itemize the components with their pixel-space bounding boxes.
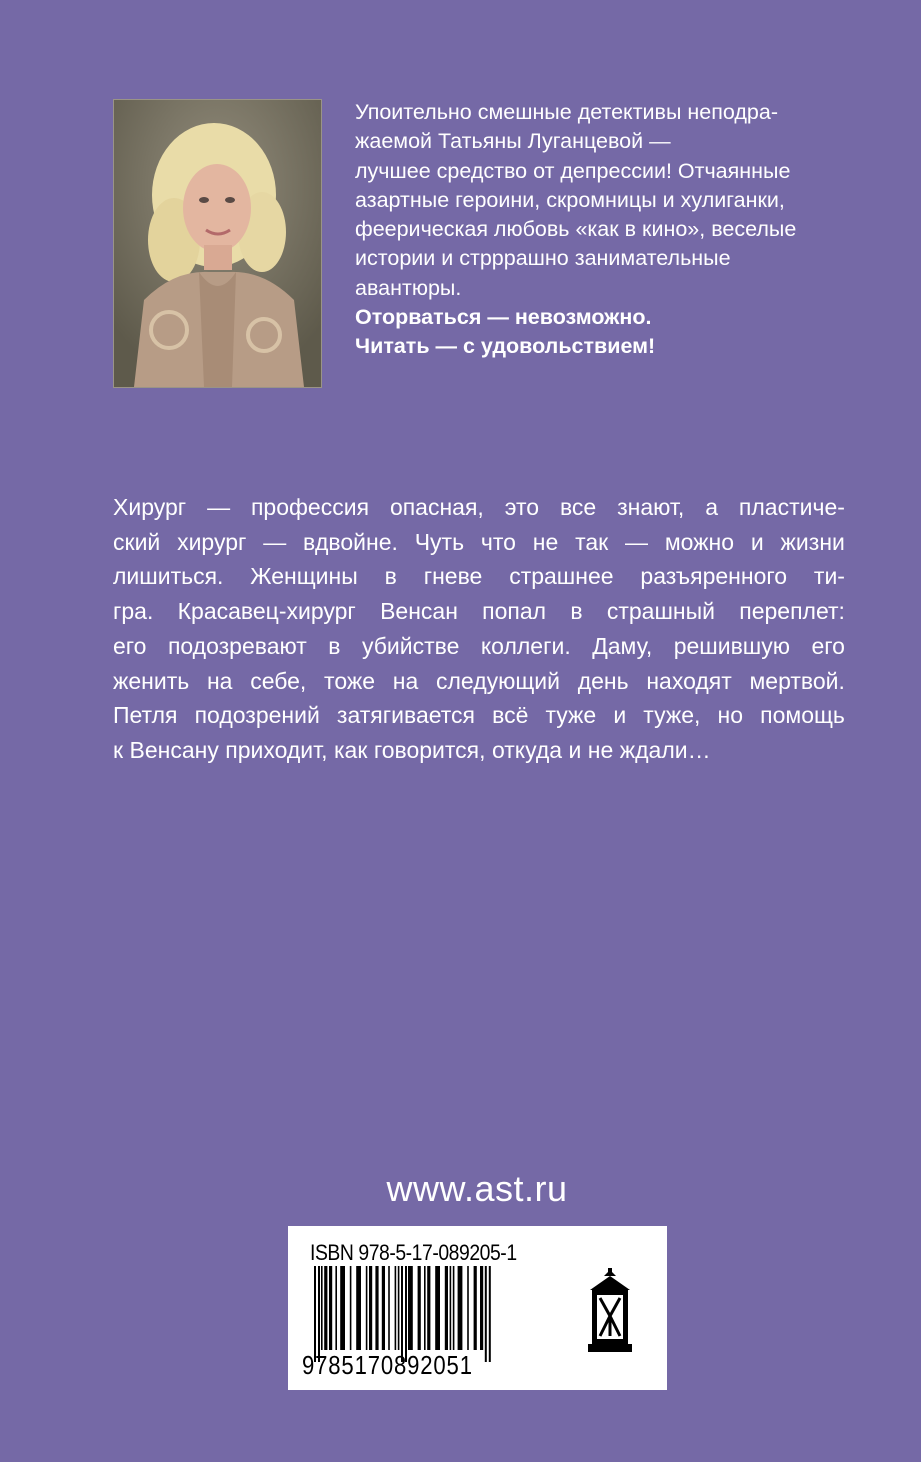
annotation-word: знают, bbox=[617, 494, 685, 520]
barcode-guard-bar bbox=[318, 1266, 320, 1362]
barcode-bar bbox=[458, 1266, 463, 1350]
annotation-word: страшнее bbox=[509, 563, 614, 590]
annotation-word: — bbox=[263, 528, 287, 555]
annotation-line bbox=[113, 490, 845, 525]
annotation-word: все bbox=[559, 494, 597, 520]
annotation-word: — bbox=[207, 494, 231, 520]
barcode-bar bbox=[418, 1266, 421, 1350]
annotation-word: всё bbox=[492, 702, 529, 729]
annotation-word: что bbox=[480, 528, 516, 555]
barcode-bar bbox=[480, 1266, 483, 1350]
annotation-word: и bbox=[568, 736, 582, 763]
annotation-line bbox=[113, 559, 845, 594]
annotation-line bbox=[113, 698, 845, 733]
barcode-bar bbox=[369, 1266, 372, 1350]
annotation-word: себе, bbox=[250, 667, 307, 694]
annotation-word: Чуть bbox=[414, 528, 465, 555]
annotation-word: не bbox=[532, 528, 559, 555]
annotation-word: затягивается bbox=[336, 702, 475, 729]
barcode-bar bbox=[395, 1266, 397, 1350]
annotation-word: переплет: bbox=[739, 598, 845, 625]
blurb-line: Упоительно смешные детективы неподра- bbox=[355, 100, 778, 124]
annotation-word: опасная, bbox=[389, 494, 484, 520]
barcode-bar bbox=[424, 1266, 426, 1350]
blurb-line: истории и стрррашно занимательные bbox=[355, 246, 731, 271]
barcode-bar bbox=[474, 1266, 477, 1350]
annotation-word: на bbox=[392, 667, 419, 694]
blurb-text bbox=[355, 98, 815, 362]
barcode-bar bbox=[366, 1266, 368, 1350]
barcode-bar bbox=[375, 1266, 378, 1350]
annotation-line bbox=[113, 733, 845, 768]
annotation-word: ти- bbox=[813, 563, 845, 590]
annotation-word: в bbox=[570, 598, 583, 625]
annotation-word: как bbox=[333, 736, 368, 763]
blurb-line: феерическая любовь «как в кино», веселые bbox=[355, 217, 797, 242]
annotation-word: можно bbox=[664, 528, 735, 555]
annotation-word: к bbox=[113, 736, 124, 763]
annotation-word: а bbox=[705, 494, 718, 520]
annotation-word: страшный bbox=[606, 598, 715, 625]
annotation-word: пластиче- bbox=[738, 494, 845, 520]
annotation-word: Даму, bbox=[592, 632, 653, 659]
annotation-line bbox=[113, 629, 845, 664]
annotation-word: его bbox=[113, 632, 147, 659]
annotation-word: разъяренного bbox=[640, 563, 788, 590]
barcode-bar bbox=[388, 1266, 390, 1350]
barcode-bar bbox=[435, 1266, 440, 1350]
annotation-word: попал bbox=[482, 598, 547, 625]
annotation-word: гра. bbox=[113, 598, 154, 625]
annotation-word: и bbox=[750, 528, 764, 555]
annotation-word: находят bbox=[646, 667, 732, 694]
annotation-word: Хирург bbox=[113, 494, 187, 520]
annotation-word: лишиться. bbox=[113, 563, 224, 590]
annotation-word: женить bbox=[113, 667, 190, 694]
barcode-guard-bar bbox=[489, 1266, 491, 1362]
annotation-word: это bbox=[504, 494, 540, 520]
annotation-word: на bbox=[206, 667, 233, 694]
annotation-word: в bbox=[384, 563, 397, 590]
annotation-word: следующий bbox=[435, 667, 560, 694]
blurb-line: азартные героини, скромницы и хулиганки, bbox=[355, 187, 785, 212]
ean-number: 9785170892051 bbox=[302, 1350, 473, 1380]
annotation-word: Красавец-хирург bbox=[177, 598, 356, 625]
annotation-word: Венсан bbox=[380, 598, 458, 625]
barcode-guard-bar bbox=[401, 1266, 403, 1362]
barcode-bar bbox=[340, 1266, 345, 1350]
annotation-word: Петля bbox=[113, 702, 178, 729]
annotation-word: так bbox=[575, 528, 609, 555]
annotation-word: — bbox=[625, 528, 649, 555]
annotation-word: приходит, bbox=[225, 736, 328, 763]
annotation-word: Венсану bbox=[129, 736, 219, 763]
barcode-bar bbox=[408, 1266, 413, 1350]
barcode-bar bbox=[350, 1266, 352, 1350]
barcode-guard-bar bbox=[485, 1266, 487, 1362]
annotation-word: ждали… bbox=[619, 736, 711, 763]
annotation-word: ский bbox=[113, 528, 161, 555]
author-photo bbox=[113, 99, 322, 388]
annotation-word: профессия bbox=[250, 494, 370, 520]
annotation-line bbox=[113, 664, 845, 699]
isbn-label: ISBN 978-5-17-089205-1 bbox=[310, 1240, 517, 1265]
annotation-word: жизни bbox=[780, 528, 845, 555]
annotation-word: не bbox=[587, 736, 614, 763]
annotation-word: решившую bbox=[673, 632, 790, 659]
annotation-word: туже, bbox=[643, 702, 701, 729]
barcode-bar bbox=[324, 1266, 327, 1350]
annotation-word: говорится, bbox=[373, 736, 486, 763]
annotation-word: коллеги. bbox=[480, 632, 571, 659]
annotation-word: и bbox=[613, 702, 627, 729]
barcode-bar bbox=[398, 1266, 400, 1350]
blurb-bold-line: Читать — с удовольствием! bbox=[355, 334, 656, 359]
lantern-logo-icon bbox=[586, 1268, 634, 1354]
annotation-word: подозрений bbox=[194, 702, 320, 729]
annotation-word: его bbox=[811, 632, 845, 659]
annotation-word: убийстве bbox=[361, 632, 460, 659]
barcode-bar bbox=[450, 1266, 452, 1350]
blurb-line: авантюры. bbox=[355, 275, 462, 300]
barcode-bar bbox=[467, 1266, 469, 1350]
annotation-word: Женщины bbox=[250, 563, 358, 590]
annotation-word: мертвой. bbox=[749, 667, 845, 694]
annotation-word: гневе bbox=[423, 563, 483, 590]
blurb-bold-line: Оторваться — невозможно. bbox=[355, 305, 652, 330]
barcode-guard-bar bbox=[405, 1266, 407, 1362]
annotation-word: туже bbox=[545, 702, 597, 729]
annotation-word: откуда bbox=[491, 736, 563, 763]
blurb-line: жаемой Татьяны Луганцевой — bbox=[355, 129, 671, 154]
barcode-bar bbox=[382, 1266, 385, 1350]
annotation-word: тоже bbox=[324, 667, 376, 694]
barcode-bar bbox=[321, 1266, 323, 1350]
barcode-bar bbox=[356, 1266, 361, 1350]
barcode-guard-bar bbox=[314, 1266, 316, 1362]
barcode-box bbox=[288, 1226, 667, 1390]
barcode-bar bbox=[329, 1266, 332, 1350]
barcode-bar bbox=[445, 1266, 448, 1350]
annotation-word: помощь bbox=[760, 702, 845, 729]
annotation-line bbox=[113, 525, 845, 560]
barcode-bar bbox=[427, 1266, 430, 1350]
blurb-line: лучшее средство от депрессии! Отчаянные bbox=[355, 158, 791, 183]
annotation-word: хирург bbox=[177, 528, 247, 555]
website-url: www.ast.ru bbox=[386, 1168, 568, 1209]
annotation-word: вдвойне. bbox=[303, 528, 398, 555]
annotation-line bbox=[113, 594, 845, 629]
annotation-word: но bbox=[717, 702, 744, 729]
annotation-word: в bbox=[328, 632, 341, 659]
barcode-bar bbox=[453, 1266, 455, 1350]
annotation-word: день bbox=[577, 667, 629, 694]
barcode-bars bbox=[308, 1266, 538, 1362]
book-annotation bbox=[113, 490, 845, 768]
annotation-word: подозревают bbox=[167, 632, 307, 659]
barcode-bar bbox=[335, 1266, 337, 1350]
